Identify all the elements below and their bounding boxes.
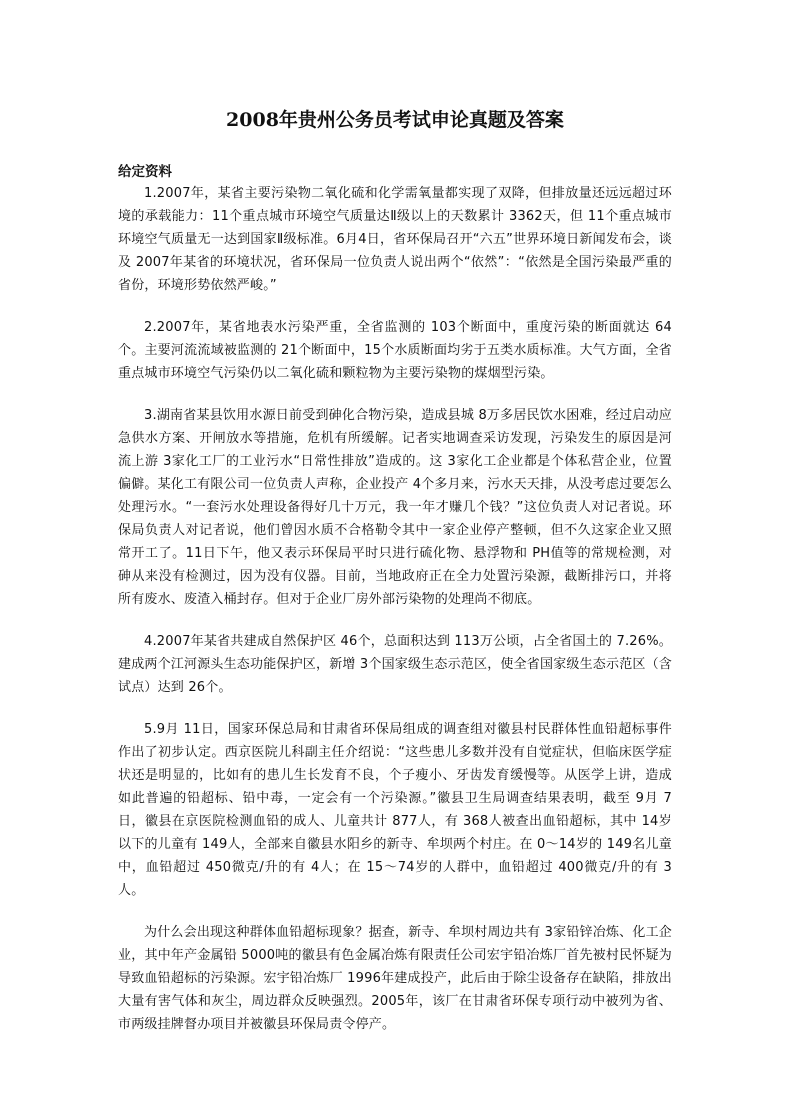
document-body [118,182,672,1036]
paragraph-5: 5.9月 11日，国家环保总局和甘肃省环保局组成的调查组对徽县村民群体性血铅超标事件作出了初步认定。西京医院儿科副主任介绍说：“这些患儿多数并没有自觉症状，但临床医学症状还是明显的，比如有的患儿生长发育不良，个子瘦小、牙齿发育缓慢等。从医学上讲，造成如此普遍的铅超标、铅中毒，一定会有一个污染源。”徽县卫生局调查结果表明，截至 9月 7日，徽县在京医院检测血铅的成人、儿童共计 877人，有 368人被查出血铅超标，其中 14岁以下的儿童有 149人，全部来自徽县水阳乡的新寺、牟坝两个村庄。在 0～14岁的 149名儿童中，血铅超过 450微克/升的有 4人；在 15～74岁的人群中，血铅超过 400微克/升的有 3人。 [118,722,672,898]
paragraph-6: 为什么会出现这种群体血铅超标现象？据查，新寺、牟坝村周边共有 3家铅锌冶炼、化工企业，其中年产金属铅 5000吨的徽县有色金属冶炼有限责任公司宏宇铅冶炼厂首先被村民怀疑为导致血铅超标的污染源。宏宇铅冶炼厂 1996年建成投产，此后由于除尘设备存在缺陷，排放出大量有害气体和灰尘，周边群众反映强烈。2005年，该厂在甘肃省环保专项行动中被列为省、市两级挂牌督办项目并被徽县环保局责令停产。 [118,925,672,1032]
paragraph-3: 3.湖南省某县饮用水源日前受到砷化合物污染，造成县城 8万多居民饮水困难，经过启动应急供水方案、开闸放水等措施，危机有所缓解。记者实地调查采访发现，污染发生的原因是河流上游 3家化工厂的工业污水“日常性排放”造成的。这 3家化工企业都是个体私营企业，位置偏僻。某化工有限公司一位负责人声称，企业投产 4个多月来，污水天天排，从没考虑过要怎么处理污水。“一套污水处理设备得好几十万元，我一年才赚几个钱？”这位负责人对记者说。环保局负责人对记者说，他们曾因水质不合格勒令其中一家企业停产整顿，但不久这家企业又照常开工了。11日下午，他又表示环保局平时只进行硫化物、悬浮物和 PH值等的常规检测，对砷从来没有检测过，因为没有仪器。目前，当地政府正在全力处置污染源，截断排污口，并将所有废水、废渣入桶封存。但对于企业厂房外部污染物的处理尚不彻底。 [118,408,673,607]
paragraph-1: 1.2007年，某省主要污染物二氧化硫和化学需氧量都实现了双降，但排放量还远远超过环境的承载能力：11个重点城市环境空气质量达Ⅱ级以上的天数累计 3362天，但 11个重点城市环境空气质量无一达到国家Ⅱ级标准。6月4日，省环保局召开“六五”世界环境日新闻发布会，谈及 2007年某省的环境状况，省环保局一位负责人说出两个“依然”：“依然是全国污染最严重的省份，环境形势依然严峻。” [118,186,672,293]
paragraph-2: 2.2007年，某省地表水污染严重，全省监测的 103个断面中，重度污染的断面就达 64个。主要河流流域被监测的 21个断面中，15个水质断面均劣于五类水质标准。大气方面，全省重点城市环境空气污染仍以二氧化硫和颗粒物为主要污染物的煤烟型污染。 [118,320,672,381]
document-title: 2008年贵州公务员考试申论真题及答案 [226,109,564,131]
section-label-given-materials: 给定资料 [118,164,172,180]
paragraph-4: 4.2007年某省共建成自然保护区 46个，总面积达到 113万公顷，占全省国土的 7.26%。建成两个江河源头生态功能保护区，新增 3个国家级生态示范区，使全省国家级生态示范区（含试点）达到 26个。 [118,634,673,695]
